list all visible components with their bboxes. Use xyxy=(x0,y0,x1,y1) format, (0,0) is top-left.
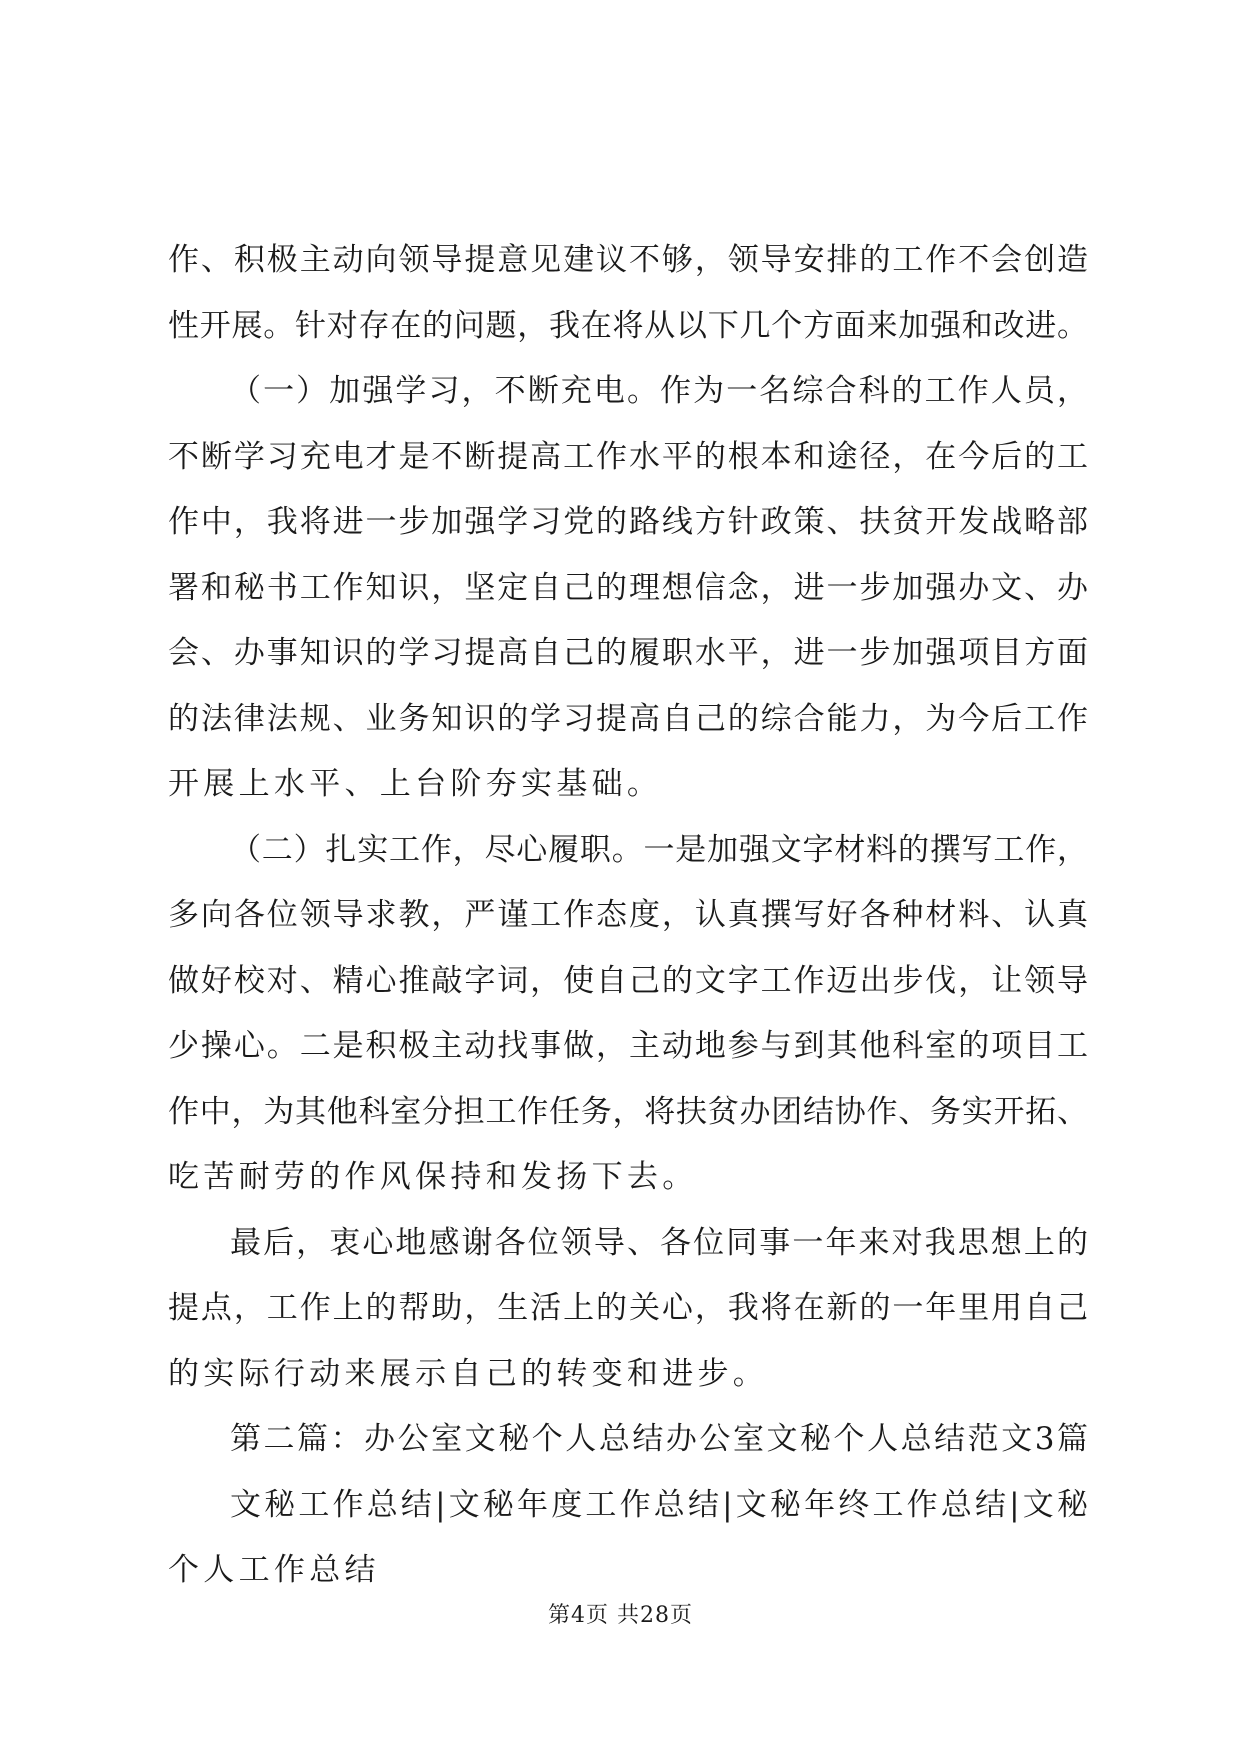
text-line: 作中，为其他科室分担工作任务，将扶贫办团结协作、务实开拓、 xyxy=(168,1093,1088,1130)
text-line: （一）加强学习，不断充电。作为一名综合科的工作人员， xyxy=(230,373,1088,409)
text-line: 做好校对、精心推敲字词，使自己的文字工作迈出步伐，让领导 xyxy=(168,962,1088,999)
text-line: 提点，工作上的帮助，生活上的关心，我将在新的一年里用自己 xyxy=(168,1290,1088,1326)
text-line: 署和秘书工作知识，坚定自己的理想信念，进一步加强办文、办 xyxy=(168,569,1088,606)
text-line: 的实际行动来展示自己的转变和进步。 xyxy=(168,1355,769,1392)
text-line: 文秘工作总结|文秘年度工作总结|文秘年终工作总结|文秘 xyxy=(230,1486,1088,1523)
page-number-footer: 第4页 共28页 xyxy=(548,1603,693,1628)
document-body xyxy=(168,228,1088,1604)
text-line: 作、积极主动向领导提意见建议不够，领导安排的工作不会创造 xyxy=(168,242,1088,278)
text-line: 不断学习充电才是不断提高工作水平的根本和途径，在今后的工 xyxy=(168,438,1088,475)
text-line: 作中，我将进一步加强学习党的路线方针政策、扶贫开发战略部 xyxy=(168,504,1088,540)
text-line: 少操心。二是积极主动找事做，主动地参与到其他科室的项目工 xyxy=(168,1028,1088,1064)
text-line: 多向各位领导求教，严谨工作态度，认真撰写好各种材料、认真 xyxy=(168,897,1088,933)
text-line: 个人工作总结 xyxy=(168,1552,380,1588)
text-line: 会、办事知识的学习提高自己的履职水平，进一步加强项目方面 xyxy=(168,635,1088,671)
text-line: 开展上水平、上台阶夯实基础。 xyxy=(168,766,663,802)
text-line: 性开展。针对存在的问题，我在将从以下几个方面来加强和改进。 xyxy=(168,307,1088,344)
text-line: 第二篇：办公室文秘个人总结办公室文秘个人总结范文3篇 xyxy=(230,1421,1088,1457)
text-line: 吃苦耐劳的作风保持和发扬下去。 xyxy=(168,1159,698,1195)
text-line: 的法律法规、业务知识的学习提高自己的综合能力，为今后工作 xyxy=(168,700,1088,737)
text-line: （二）扎实工作，尽心履职。一是加强文字材料的撰写工作， xyxy=(230,831,1088,868)
text-line: 最后，衷心地感谢各位领导、各位同事一年来对我思想上的 xyxy=(230,1224,1088,1261)
